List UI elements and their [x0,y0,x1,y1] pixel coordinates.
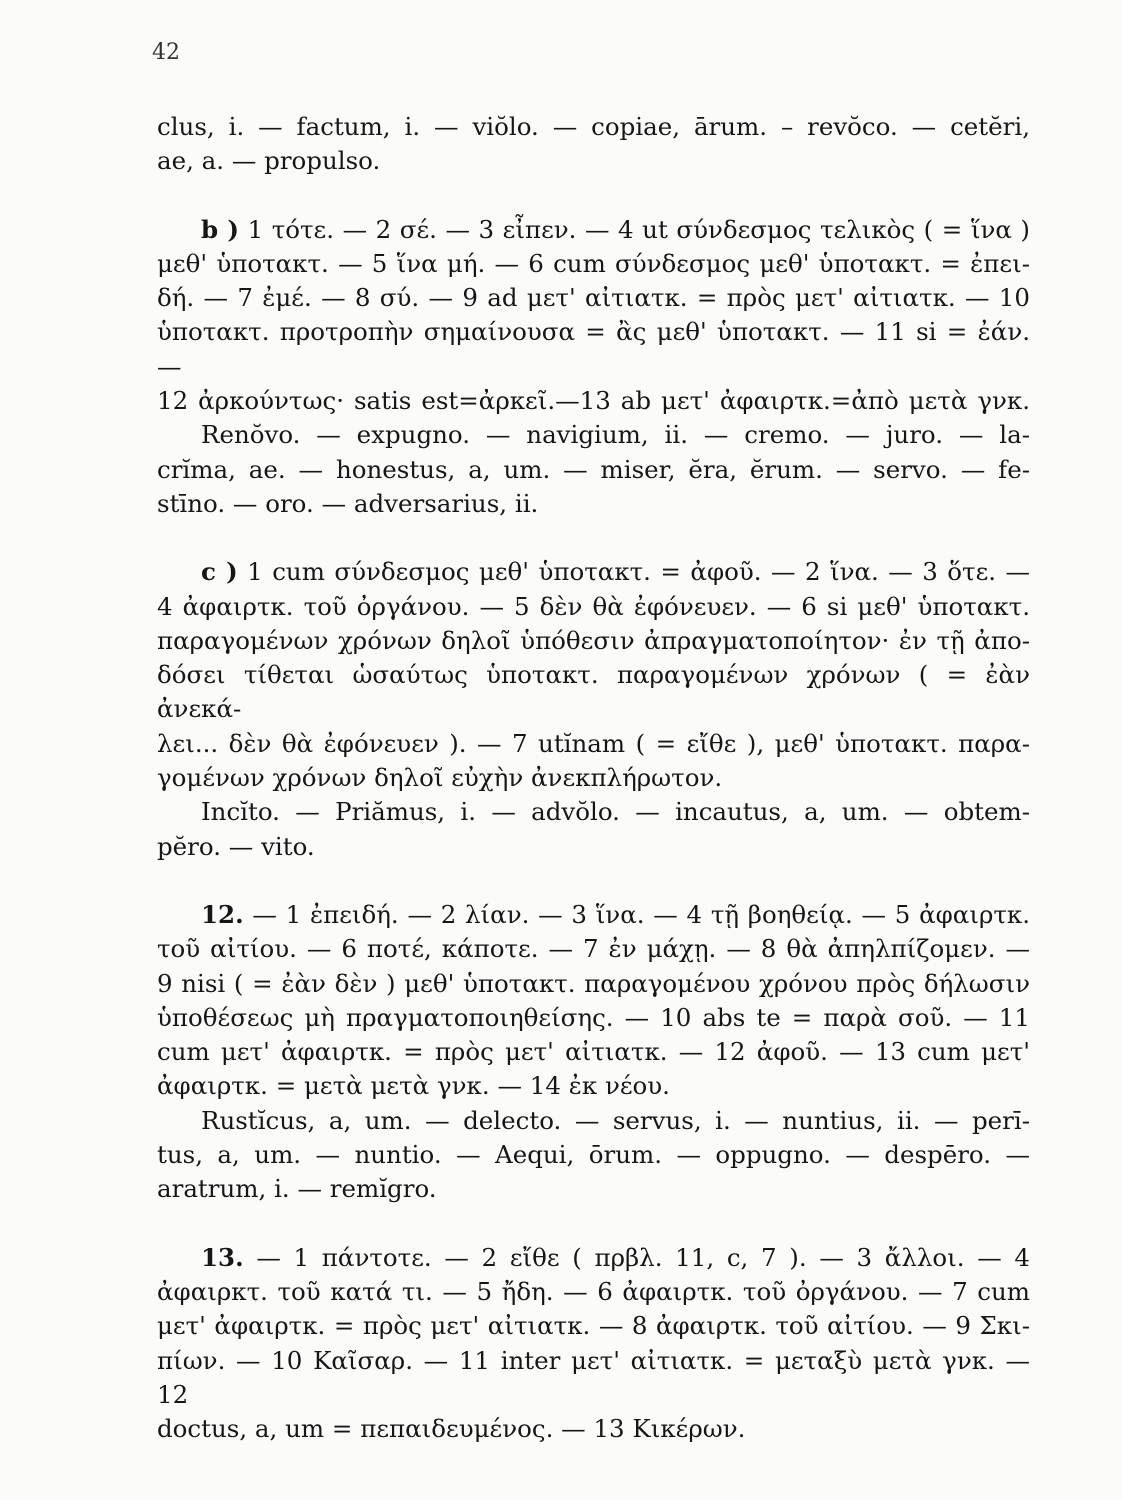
text-line: clus, i. — factum, i. — viŏlo. — copiae, ārum. – revŏco. — cetĕri, [157,112,1030,141]
paragraph-b-vocab [157,418,1030,521]
text-line: tus, a, um. — nuntio. — Aequi, ōrum. — oppugno. — despēro. — [157,1140,1030,1170]
text-line: — 1 ἐπειδή. — 2 λίαν. — 3 ἵνα. — 4 τῇ βοηθείᾳ. — 5 ἀφαιρτκ. [252,899,1030,929]
text-line: cum μετ' ἀφαιρτκ. = πρὸς μετ' αἰτιατκ. — 12 ἀφοῦ. — 13 cum μετ' [157,1037,1030,1067]
text-line: ὑποθέσεως μὴ πραγματοποιηθείσης. — 10 abs te = παρὰ σοῦ. — 11 [157,1002,1030,1032]
text-line: πίων. — 10 Καῖσαρ. — 11 inter μετ' αἰτιατκ. = μεταξὺ μετὰ γνκ. — 12 [157,1345,1030,1409]
paragraph-prev [157,110,1030,179]
section-marker: b ) [201,214,240,244]
text-line: — 1 πάντοτε. — 2 εἴθε ( πρβλ. 11, c, 7 ). — 3 ἄλλοι. — 4 [256,1242,1030,1272]
text-line: ἀφαιρτκ. = μετὰ μετὰ γνκ. — 14 ἐκ νέου. [157,1071,670,1101]
section-marker: 13. [201,1242,244,1272]
section-marker: 12. [201,899,244,929]
text-line: δόσει τίθεται ὡσαύτως ὑποτακτ. παραγομένων χρόνων ( = ἐὰν ἀνεκά- [157,660,1030,724]
text-line: 4 ἀφαιρτκ. τοῦ ὀργάνου. — 5 δὲν θὰ ἐφόνευεν. — 6 si μεθ' ὑποτακτ. [157,591,1030,621]
text-line: 1 cum σύνδεσμος μεθ' ὑποτακτ. = ἀφοῦ. — 2 ἵνα. — 3 ὅτε. — [247,557,1030,587]
text-line: ἀφαιρκτ. τοῦ κατά τι. — 5 ἤδη. — 6 ἀφαιρτκ. τοῦ ὀργάνου. — 7 cum [157,1276,1030,1306]
text-line: 1 τότε. — 2 σέ. — 3 εἶπεν. — 4 ut σύνδεσμος τελικὸς ( = ἵνα ) [247,214,1030,244]
text-line: stīno. — oro. — adversarius, ii. [157,488,539,518]
paragraph-s12-greek [157,898,1030,1104]
text-line: doctus, a, um = πεπαιδευμένος. — 13 Κικέρων. [157,1414,746,1444]
text-line: 9 nisi ( = ἐὰν δὲν ) μεθ' ὑποτακτ. παραγομένου χρόνου πρὸς δήλωσιν [157,968,1030,998]
section-marker: c ) [201,557,238,587]
text-line: ae, a. — propulso. [157,146,381,176]
page-body [157,110,1030,1446]
text-line: μετ' ἀφαιρτκ. = πρὸς μετ' αἰτιατκ. — 8 ἀφαιρτκ. τοῦ αἰτίου. — 9 Σκι- [157,1311,1030,1341]
text-line: crĭma, ae. — honestus, a, um. — miser, ĕra, ĕrum. — servo. — fe- [157,454,1030,484]
text-line: δή. — 7 ἐμέ. — 8 σύ. — 9 ad μετ' αἰτιατκ. = πρὸς μετ' αἰτιατκ. — 10 [157,283,1030,313]
text-line: ὑποτακτ. προτροπὴν σημαίνουσα = ἂς μεθ' ὑποτακτ. — 11 si = ἐάν. — [157,317,1030,381]
page-number: 42 [152,40,180,65]
text-line: Incĭto. — Priămus, i. — advŏlo. — incautus, a, um. — obtem- [201,797,1030,827]
text-line: τοῦ αἰτίου. — 6 ποτέ, κάποτε. — 7 ἐν μάχῃ. — 8 θὰ ἀπηλπίζομεν. — [157,934,1030,964]
text-line: γομένων χρόνων δηλοῖ εὐχὴν ἀνεκπλήρωτον. [157,763,723,793]
paragraph-c-greek [157,555,1030,795]
text-line: μεθ' ὑποτακτ. — 5 ἵνα μή. — 6 cum σύνδεσμος μεθ' ὑποτακτ. = ἐπει- [157,248,1030,278]
paragraph-s13-greek [157,1241,1030,1447]
text-line: λει... δὲν θὰ ἐφόνευεν ). — 7 utĭnam ( = εἴθε ), μεθ' ὑποτακτ. παρα- [157,728,1030,758]
text-line: Rustĭcus, a, um. — delecto. — servus, i. — nuntius, ii. — perī- [201,1105,1030,1135]
text-line: pĕro. — vito. [157,831,315,861]
paragraph-b-greek [157,213,1030,419]
text-line: aratrum, i. — remĭgro. [157,1174,437,1204]
text-line: παραγομένων χρόνων δηλοῖ ὑπόθεσιν ἀπραγματοποίητον· ἐν τῇ ἀπο- [157,625,1030,655]
paragraph-s12-vocab [157,1104,1030,1207]
paragraph-c-vocab [157,795,1030,864]
text-line: 12 ἀρκούντως· satis est=ἀρκεῖ.—13 ab μετ' ἀφαιρτκ.=ἀπὸ μετὰ γνκ. [157,386,1030,416]
text-line: Renŏvo. — expugno. — navigium, ii. — cremo. — juro. — la- [201,420,1030,450]
